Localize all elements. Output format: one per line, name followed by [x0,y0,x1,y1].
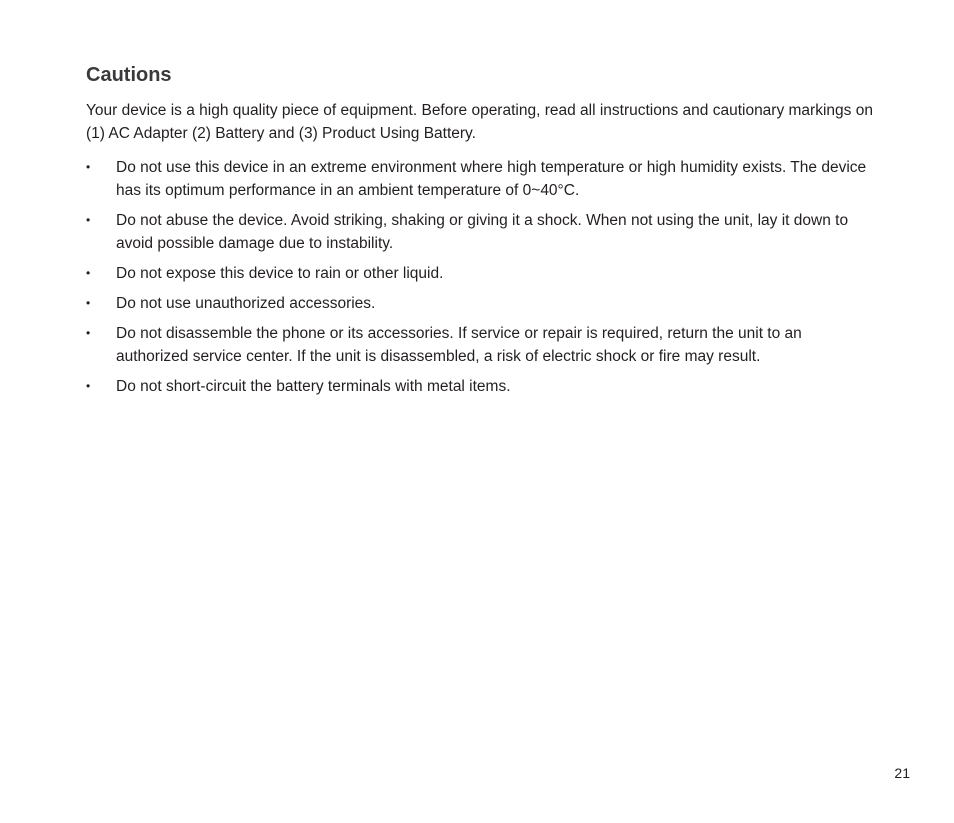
bullet-icon: • [86,213,91,227]
list-item [86,156,876,202]
list-item-text: Do not use this device in an extreme environment where high temperature or high humidity exists. The device has its optimum performance in an ambient temperature of 0~40°C. [116,159,867,199]
list-item-text: Do not expose this device to rain or other liquid. [116,265,444,282]
intro-paragraph: Your device is a high quality piece of equipment. Before operating, read all instructions and cautionary markings on (1) AC Adapter (2) Battery and (3) Product Using Battery. [86,102,873,142]
list-item [86,209,876,255]
list-item-text: Do not disassemble the phone or its accessories. If service or repair is required, return the unit to an authorized service center. If the unit is disassembled, a risk of electric shock or fire may result. [116,325,802,365]
bullet-icon: • [86,266,91,280]
list-item [86,375,876,398]
list-item [86,322,876,368]
bullet-icon: • [86,160,91,174]
bullet-icon: • [86,296,91,310]
list-item-text: Do not short-circuit the battery terminals with metal items. [116,378,511,395]
section-heading: Cautions [86,64,172,86]
list-item-text: Do not use unauthorized accessories. [116,295,376,312]
caution-list [86,156,876,405]
bullet-icon: • [86,326,91,340]
list-item [86,292,876,315]
list-item [86,262,876,285]
list-item-text: Do not abuse the device. Avoid striking, shaking or giving it a shock. When not using the unit, lay it down to avoid possible damage due to instability. [116,212,849,252]
bullet-icon: • [86,379,91,393]
page-number: 21 [894,765,910,781]
